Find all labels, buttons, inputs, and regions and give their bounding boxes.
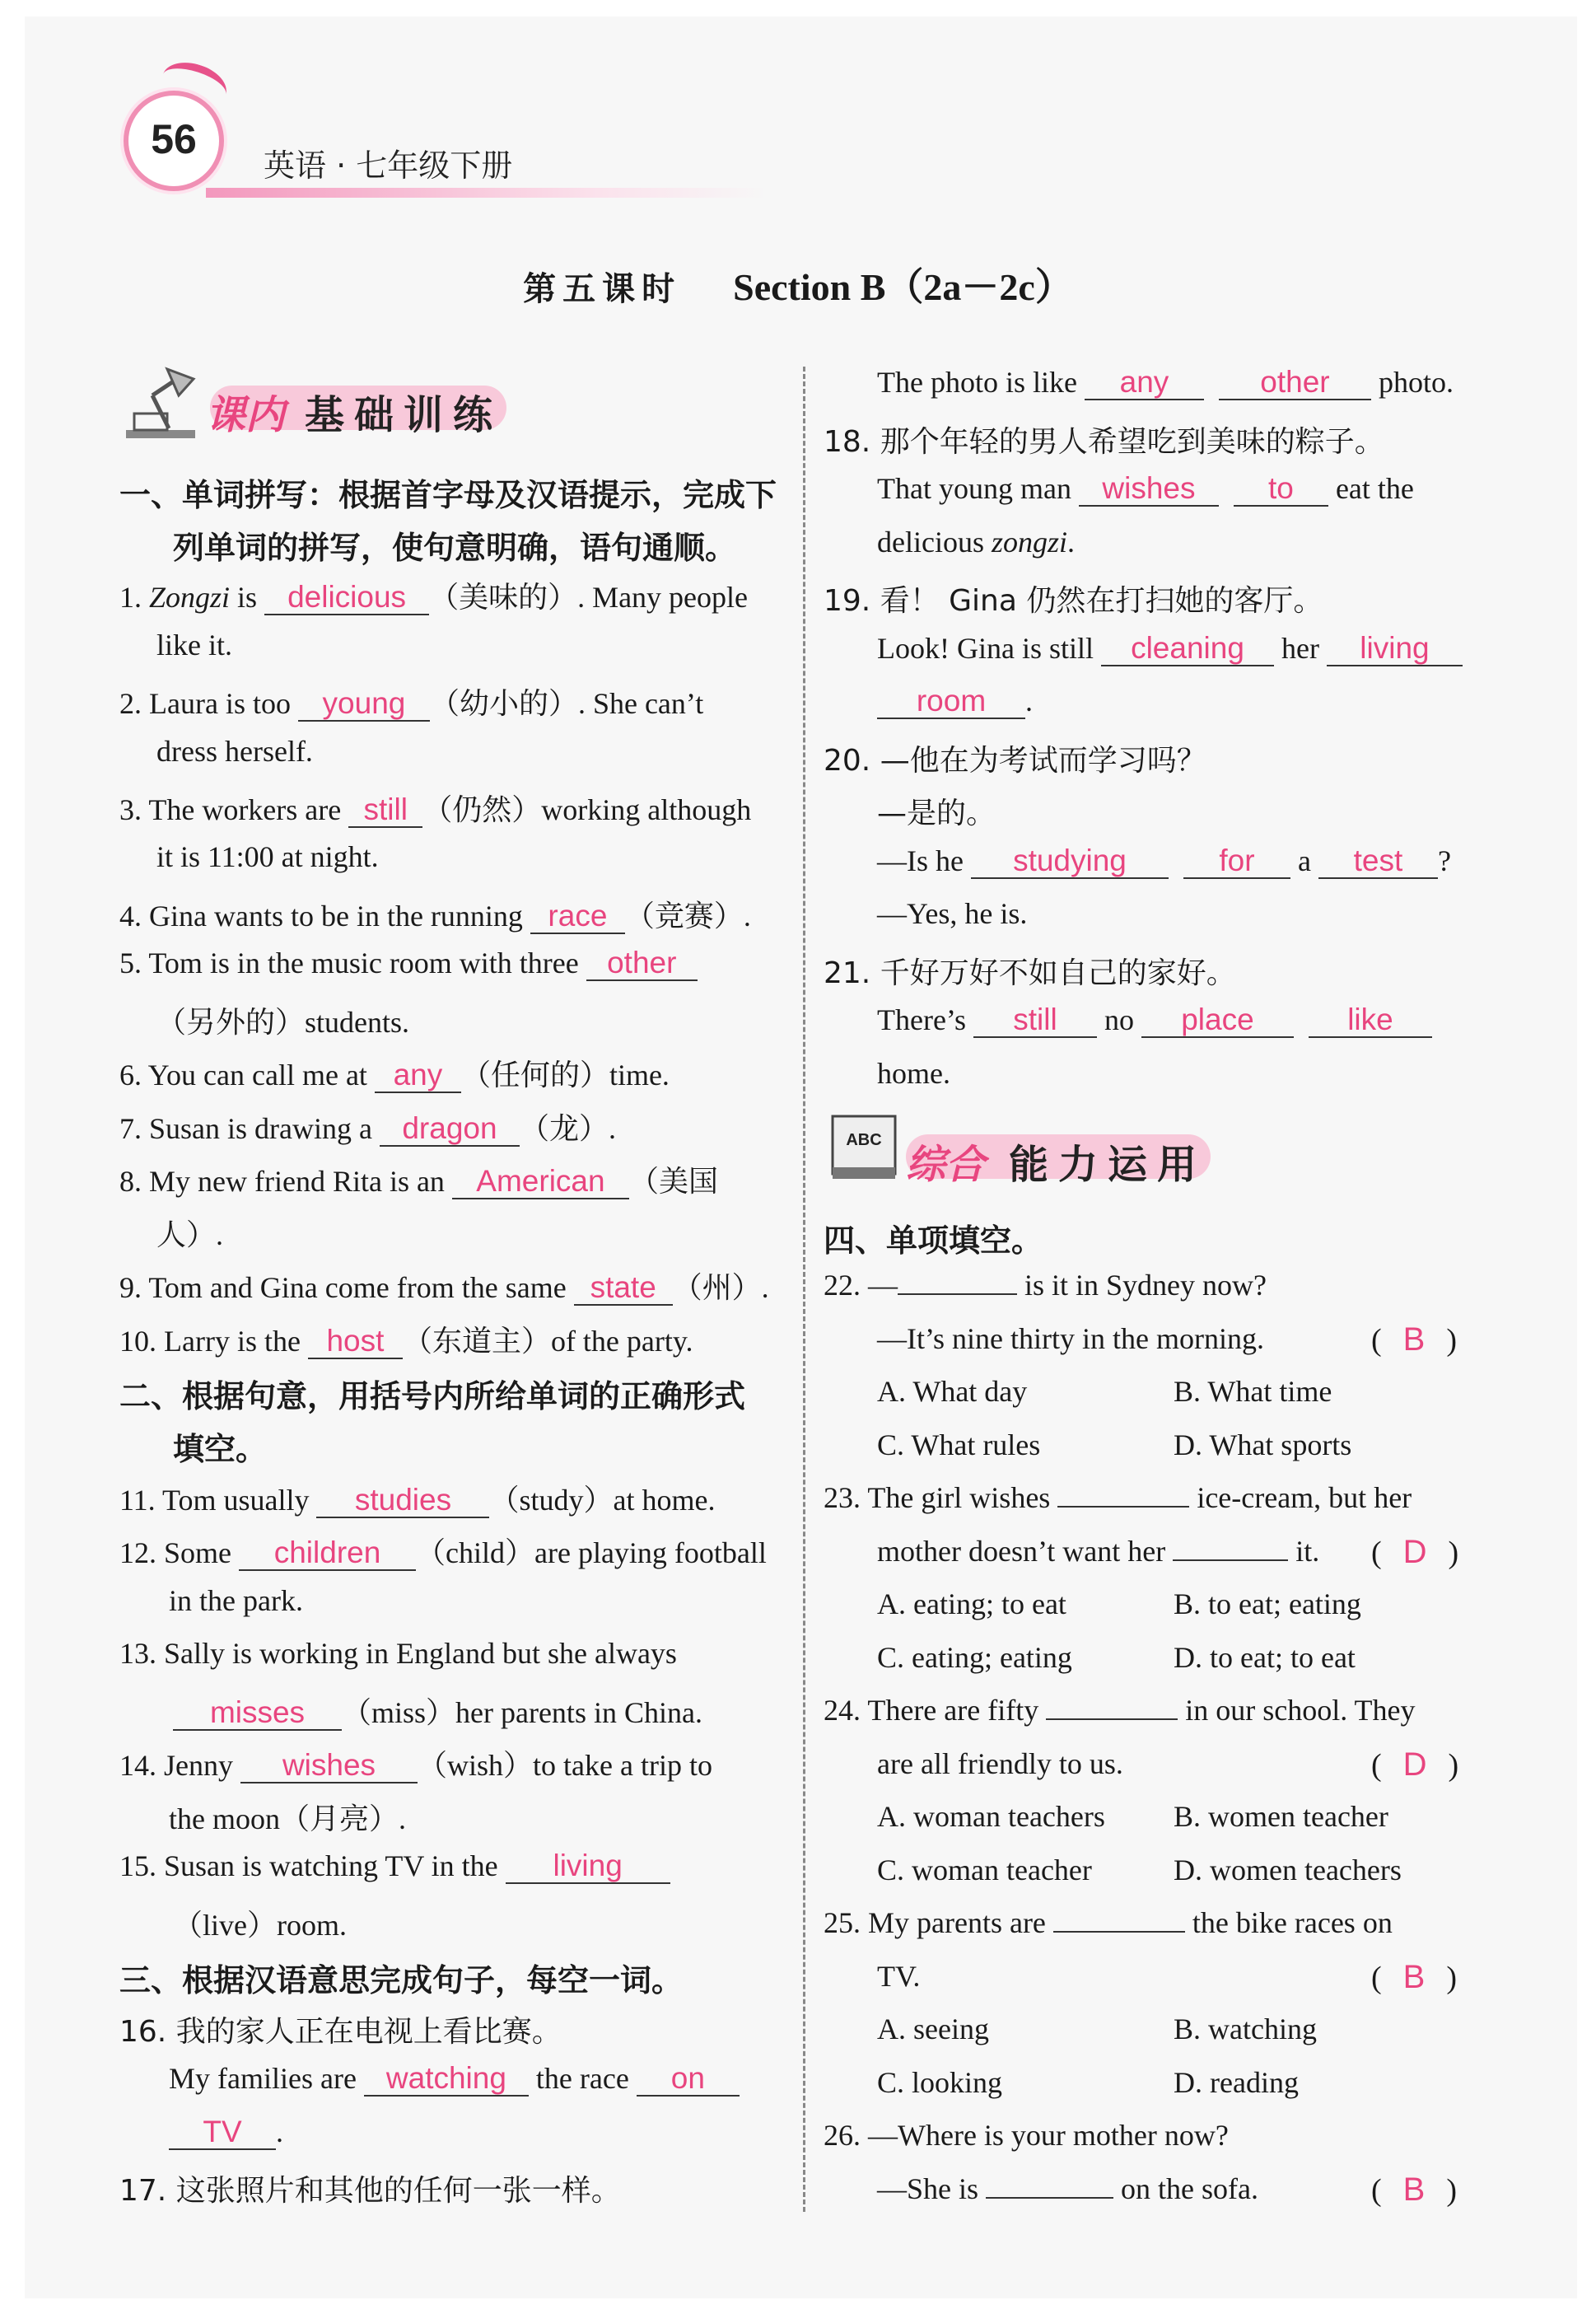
question-17-cn: 17. 这张照片和其他的任何一张一样。 xyxy=(119,2174,621,2208)
question-25-cont: TV. ( B ) xyxy=(877,1959,1457,1995)
answer-19b: living xyxy=(1327,632,1463,666)
lesson-cn: 第五课时 xyxy=(523,270,682,308)
answer-19c: room xyxy=(877,685,1025,719)
question-6: 6. You can call me at any （任何的）time. xyxy=(119,1058,670,1092)
answer-7: dragon xyxy=(380,1112,520,1147)
answer-22: B xyxy=(1402,1321,1426,1358)
option-25c: C. looking xyxy=(877,2066,1003,2099)
question-2-cont: dress herself. xyxy=(156,735,313,768)
answer-24-paren: ( D ) xyxy=(1371,1746,1459,1783)
question-10: 10. Larry is the host （东道主）of the party. xyxy=(119,1324,693,1358)
answer-16c: TV xyxy=(169,2115,276,2150)
option-22b: B. What time xyxy=(1174,1375,1332,1408)
answer-25-paren: ( B ) xyxy=(1371,1959,1457,1995)
question-24-cont: are all friendly to us. ( D ) xyxy=(877,1746,1459,1783)
answer-2: young xyxy=(298,687,430,722)
answer-18b: to xyxy=(1234,472,1328,507)
question-26: 26. —Where is your mother now? xyxy=(824,2119,1229,2152)
question-22: 22. — is it in Sydney now? xyxy=(824,1269,1267,1302)
section3-title: 三、根据汉语意思完成句子，每空一词。 xyxy=(119,1962,684,1998)
question-20: —Is he studying for a test ? xyxy=(877,844,1451,877)
answer-19a: cleaning xyxy=(1101,632,1274,666)
page-number: 56 xyxy=(151,116,197,162)
answer-9: state xyxy=(574,1271,673,1306)
question-5-cont: （另外的）students. xyxy=(156,1006,410,1039)
banner-part1: 课内 xyxy=(206,392,286,438)
answer-23-paren: ( D ) xyxy=(1371,1534,1459,1570)
answer-6: any xyxy=(375,1059,461,1093)
question-12: 12. Some children （child）are playing football xyxy=(119,1536,767,1569)
question-8-cont: 人）. xyxy=(156,1218,224,1251)
option-22c: C. What rules xyxy=(877,1428,1041,1461)
option-22a: A. What day xyxy=(877,1375,1028,1408)
abc-text: ABC xyxy=(846,1131,882,1149)
answer-10: host xyxy=(308,1325,403,1359)
question-15: 15. Susan is watching TV in the living xyxy=(119,1849,670,1884)
column-divider xyxy=(803,367,805,2212)
question-18-cont: delicious zongzi. xyxy=(877,526,1076,559)
section2-title: 二、根据句意，用括号内所给单词的正确形式 xyxy=(119,1378,746,1414)
question-17: The photo is like any other photo. xyxy=(877,365,1454,399)
book-title: 英语 · 七年级下册 xyxy=(264,147,513,184)
answer-13: misses xyxy=(173,1696,342,1731)
question-1: 1. Zongzi is delicious （美味的）. Many people xyxy=(119,580,749,614)
answer-11: studies xyxy=(316,1484,489,1518)
option-23d: D. to eat; to eat xyxy=(1174,1641,1356,1674)
question-11: 11. Tom usually studies （study）at home. xyxy=(119,1483,716,1517)
answer-15: living xyxy=(506,1849,670,1884)
question-20-cont: —Yes, he is. xyxy=(877,897,1028,930)
banner2-part2: 能力运用 xyxy=(1009,1142,1207,1188)
option-25b: B. watching xyxy=(1174,2012,1317,2045)
question-21: There’s still no place like xyxy=(877,1003,1432,1038)
question-15-cont: （live）room. xyxy=(173,1909,347,1942)
question-19-cont: room . xyxy=(877,684,1033,719)
section2-title-cont: 填空。 xyxy=(173,1431,268,1467)
question-19-cn: 19. 看！ Gina 仍然在打扫她的客厅。 xyxy=(824,584,1323,618)
header-rule xyxy=(206,188,766,198)
question-21-cont: home. xyxy=(877,1057,950,1090)
answer-20b: for xyxy=(1183,844,1290,879)
answer-20a: studying xyxy=(971,844,1169,879)
question-18: That young man wishes to eat the xyxy=(877,471,1414,505)
question-5: 5. Tom is in the music room with three other xyxy=(119,946,698,981)
question-2: 2. Laura is too young （幼小的）. She can’t xyxy=(119,686,704,720)
answer-24: D xyxy=(1402,1746,1427,1783)
answer-17b: other xyxy=(1219,366,1371,400)
question-8: 8. My new friend Rita is an American （美国 xyxy=(119,1164,718,1198)
question-12-cont: in the park. xyxy=(169,1584,303,1617)
section1-title-cont: 列单词的拼写，使句意明确，语句通顺。 xyxy=(173,530,737,566)
question-7: 7. Susan is drawing a dragon （龙）. xyxy=(119,1111,616,1145)
question-21-cn: 21. 千好万好不如自己的家好。 xyxy=(824,956,1236,990)
question-3: 3. The workers are still （仍然）working although xyxy=(119,792,752,826)
section4-title: 四、单项填空。 xyxy=(824,1222,1043,1259)
question-23-cont: mother doesn’t want her it. ( D ) xyxy=(877,1534,1459,1570)
answer-18a: wishes xyxy=(1079,472,1219,507)
option-22d: D. What sports xyxy=(1174,1428,1352,1461)
page-number-badge xyxy=(124,91,224,191)
question-9: 9. Tom and Gina come from the same state （州）. xyxy=(119,1270,769,1304)
question-1-cont: like it. xyxy=(156,629,232,661)
question-18-cn: 18. 那个年轻的男人希望吃到美味的粽子。 xyxy=(824,425,1384,459)
lesson-en: Section B（2a－2c） xyxy=(733,266,1073,308)
option-24a: A. woman teachers xyxy=(877,1800,1105,1833)
option-24b: B. women teacher xyxy=(1174,1800,1388,1833)
answer-26: B xyxy=(1402,2171,1426,2208)
answer-16b: on xyxy=(637,2062,740,2097)
answer-4: race xyxy=(530,900,625,934)
question-16: My families are watching the race on xyxy=(169,2061,740,2097)
desk-lamp-icon xyxy=(119,362,202,445)
question-25: 25. My parents are the bike races on xyxy=(824,1906,1393,1939)
question-3-cont: it is 11:00 at night. xyxy=(156,840,379,873)
option-23b: B. to eat; eating xyxy=(1174,1587,1361,1620)
question-13: 13. Sally is working in England but she always xyxy=(119,1637,677,1670)
lesson-title xyxy=(0,257,1596,311)
answer-21c: like xyxy=(1309,1003,1432,1038)
answer-22-paren: ( B ) xyxy=(1371,1321,1457,1358)
question-22-cont: —It’s nine thirty in the morning. ( B ) xyxy=(877,1321,1457,1358)
option-24c: C. woman teacher xyxy=(877,1854,1092,1886)
abc-book-icon xyxy=(828,1108,902,1186)
answer-1: delicious xyxy=(264,581,429,615)
answer-21a: still xyxy=(973,1003,1097,1038)
question-16-cont: TV . xyxy=(169,2115,283,2150)
question-26-cont: —She is on the sofa. ( B ) xyxy=(877,2171,1457,2208)
answer-26-paren: ( B ) xyxy=(1371,2171,1457,2208)
answer-25: B xyxy=(1402,1959,1426,1995)
answer-5: other xyxy=(586,947,698,981)
banner-basic-training xyxy=(119,362,548,453)
option-25a: A. seeing xyxy=(877,2012,989,2045)
option-23a: A. eating; to eat xyxy=(877,1587,1066,1620)
answer-16a: watching xyxy=(364,2062,529,2097)
banner-part2: 基础训练 xyxy=(305,392,503,438)
question-20-cn: 20. —他在为考试而学习吗？ xyxy=(824,744,1206,778)
option-23c: C. eating; eating xyxy=(877,1641,1072,1674)
banner2-part1: 综合 xyxy=(906,1142,986,1188)
option-24d: D. women teachers xyxy=(1174,1854,1402,1886)
question-13-cont: misses （miss）her parents in China. xyxy=(173,1690,702,1732)
question-14-cont: the moon（月亮）. xyxy=(169,1802,406,1835)
answer-3: still xyxy=(348,793,422,828)
answer-20c: test xyxy=(1318,844,1438,879)
question-16-cn: 16. 我的家人正在电视上看比赛。 xyxy=(119,2015,562,2049)
question-20-cn2: —是的。 xyxy=(877,797,996,830)
question-24: 24. There are fifty in our school. They xyxy=(824,1694,1416,1727)
answer-23: D xyxy=(1402,1534,1427,1570)
option-25d: D. reading xyxy=(1174,2066,1299,2099)
answer-21b: place xyxy=(1141,1003,1294,1038)
answer-8: American xyxy=(452,1165,629,1199)
answer-17a: any xyxy=(1085,366,1204,400)
section1-title: 一、单词拼写：根据首字母及汉语提示，完成下 xyxy=(119,477,777,513)
question-23: 23. The girl wishes ice-cream, but her xyxy=(824,1481,1412,1514)
question-14: 14. Jenny wishes （wish）to take a trip to xyxy=(119,1748,712,1782)
question-4: 4. Gina wants to be in the running race （竞赛）. xyxy=(119,899,751,933)
question-19: Look! Gina is still cleaning her living xyxy=(877,631,1463,666)
answer-12: children xyxy=(239,1536,416,1571)
banner-comprehensive xyxy=(828,1108,1256,1199)
answer-14: wishes xyxy=(240,1749,418,1783)
